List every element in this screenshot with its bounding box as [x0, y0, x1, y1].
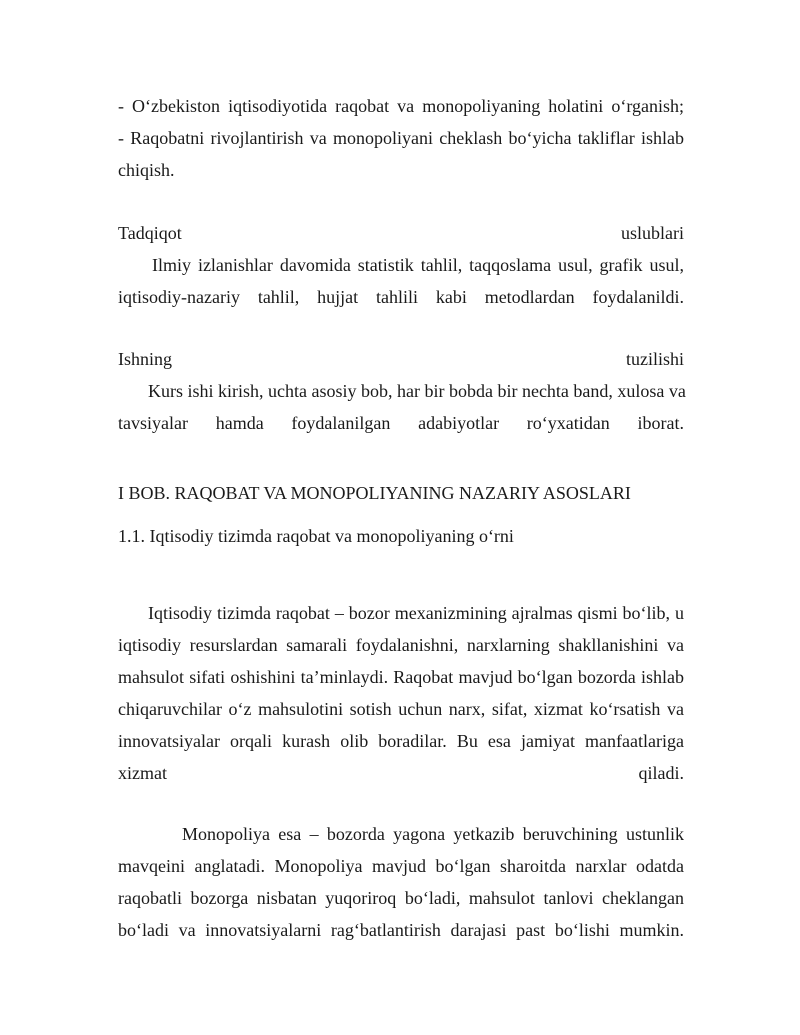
chapter-title: I BOB. RAQOBAT VA MONOPOLIYANING NAZARIY ASOSLARI	[118, 483, 631, 503]
paragraph-1-line-6-right: qiladi.	[638, 763, 684, 783]
objective-item-2-line-2: chiqish.	[118, 160, 175, 180]
objective-item-1: - O‘zbekiston iqtisodiyotida raqobat va monopoliyaning holatini o‘rganish;	[118, 96, 684, 116]
section-title: 1.1. Iqtisodiy tizimda raqobat va monopoliyaning o‘rni	[118, 526, 514, 546]
paragraph-2-line-2: mavqeini anglatadi. Monopoliya mavjud bo‘lgan sharoitda narxlar odatda	[118, 856, 684, 876]
paragraph-2-line-4: bo‘ladi va innovatsiyalarni rag‘batlantirish darajasi past bo‘lishi mumkin.	[118, 920, 684, 940]
structure-heading-left: Ishning	[118, 349, 172, 369]
structure-line-2: tavsiyalar hamda foydalanilgan adabiyotlar ro‘yxatidan iborat.	[118, 413, 684, 433]
paragraph-2-line-3: raqobatli bozorga nisbatan yuqoriroq bo‘ladi, mahsulot tanlovi cheklangan	[118, 888, 684, 908]
methods-heading-right: uslublari	[621, 223, 684, 243]
paragraph-1-line-2: iqtisodiy resurslardan samarali foydalanishni, narxlarning shakllanishini va	[118, 635, 684, 655]
paragraph-1-line-6-left: xizmat	[118, 763, 167, 783]
paragraph-1-line-4: chiqaruvchilar o‘z mahsulotini sotish uchun narx, sifat, xizmat ko‘rsatish va	[118, 699, 684, 719]
methods-line-1: Ilmiy izlanishlar davomida statistik tahlil, taqqoslama usul, grafik usul,	[152, 255, 684, 275]
objective-item-2-line-1: - Raqobatni rivojlantirish va monopoliyani cheklash bo‘yicha takliflar ishlab	[118, 128, 684, 148]
methods-heading-left: Tadqiqot	[118, 223, 182, 243]
methods-line-2: iqtisodiy-nazariy tahlil, hujjat tahlili kabi metodlardan foydalanildi.	[118, 287, 684, 307]
paragraph-2-line-1: Monopoliya esa – bozorda yagona yetkazib beruvchining ustunlik	[182, 824, 684, 844]
structure-line-1: Kurs ishi kirish, uchta asosiy bob, har bir bobda bir nechta band, xulosa va	[148, 381, 686, 401]
paragraph-1-line-1: Iqtisodiy tizimda raqobat – bozor mexanizmining ajralmas qismi bo‘lib, u	[148, 603, 684, 623]
paragraph-1-line-3: mahsulot sifati oshishini ta’minlaydi. Raqobat mavjud bo‘lgan bozorda ishlab	[118, 667, 684, 687]
structure-heading-right: tuzilishi	[626, 349, 684, 369]
paragraph-1-line-5: innovatsiyalar orqali kurash olib boradilar. Bu esa jamiyat manfaatlariga	[118, 731, 684, 751]
